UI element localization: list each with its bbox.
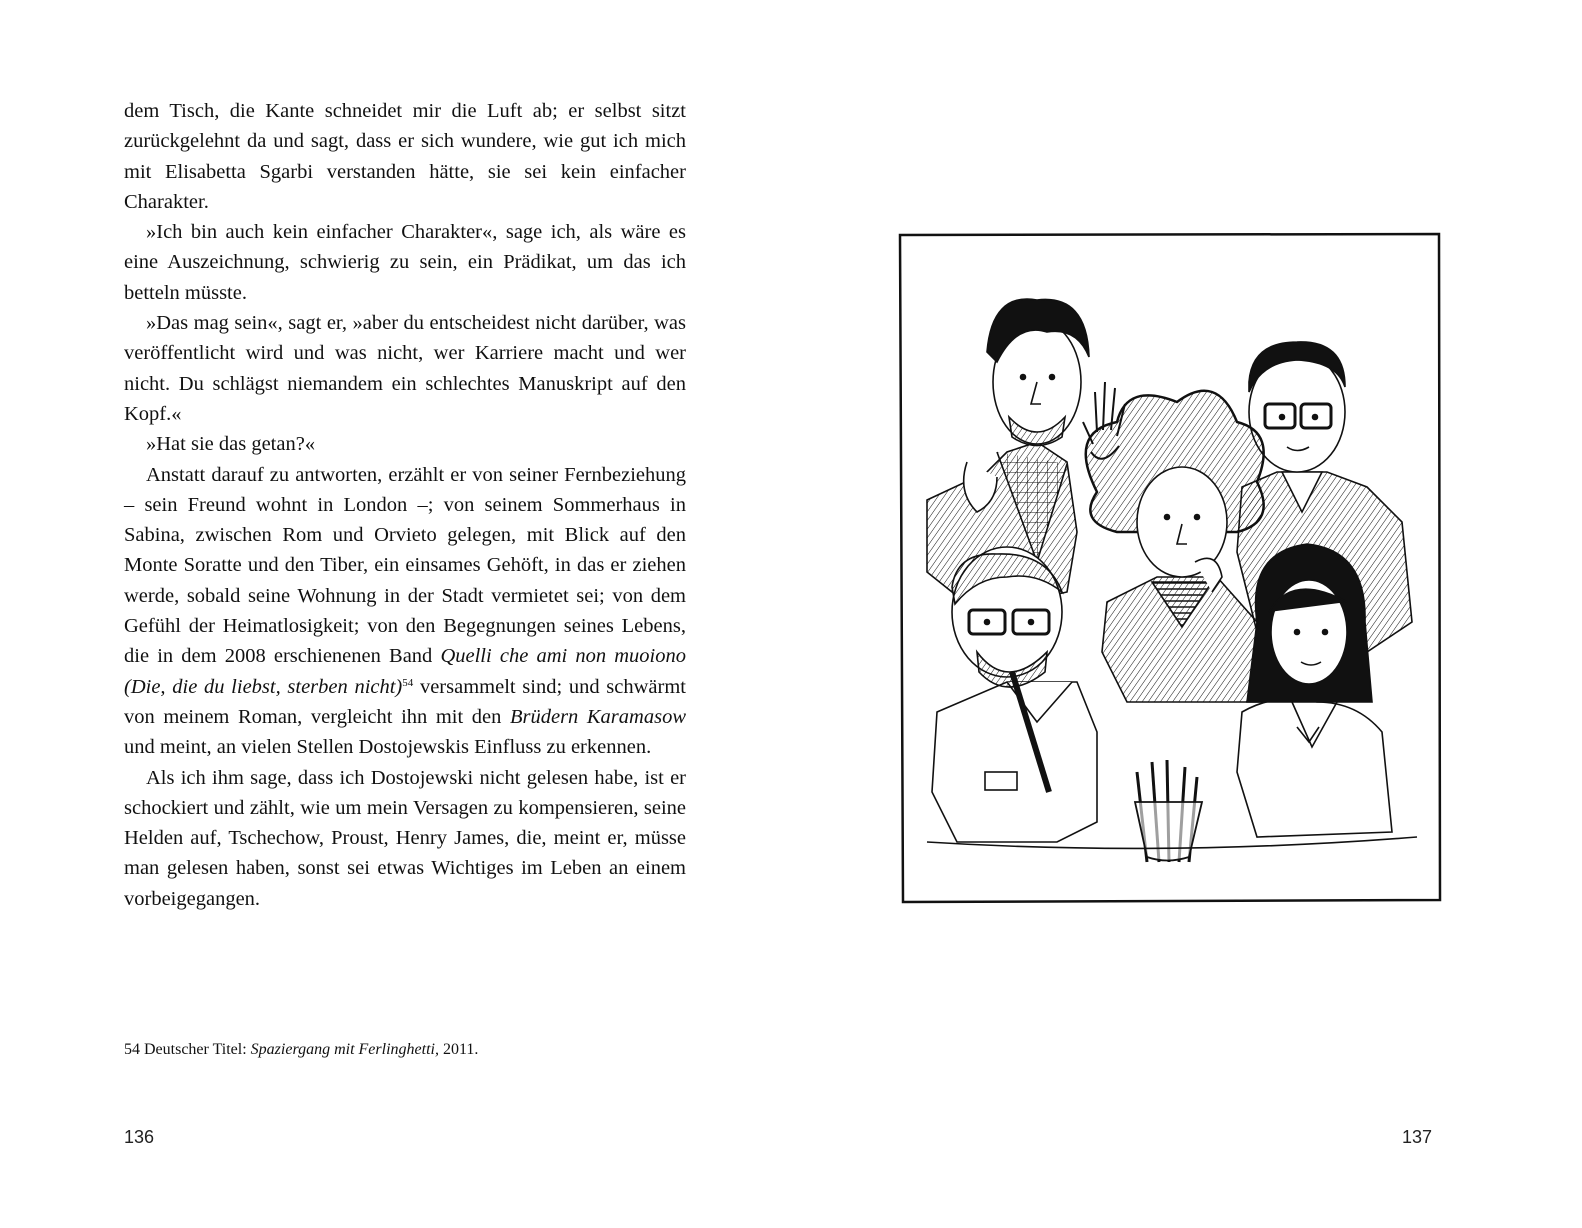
paragraph-2: »Ich bin auch kein einfacher Charakter«, sage ich, als wäre es eine Auszeichnung, schwierig zu sein, ein Prädikat, um das ich betteln müsste. [124, 221, 686, 304]
paragraph-5 [124, 460, 686, 763]
paragraph-4: »Hat sie das getan?« [146, 433, 316, 456]
paragraph-5-middle: versammelt sind; und schwärmt von meinem Roman, vergleicht ihn mit den [124, 675, 686, 728]
page-number-left: 136 [124, 1127, 155, 1147]
paragraph-3: »Das mag sein«, sagt er, »aber du entscheidest nicht darüber, was veröffentlicht wird und was nicht, wer Karriere macht und wer nicht. Du schlägst niemandem ein schlechtes Manuskript auf den Kopf.« [124, 312, 686, 425]
footnote-ref[interactable]: 54 [402, 676, 414, 689]
page-number-right: 137 [1401, 1127, 1432, 1147]
illustration-five-people-icon [897, 232, 1443, 904]
footnote-year: 2011. [442, 1041, 479, 1058]
main-text [124, 96, 686, 914]
breadstick-glass [1135, 760, 1202, 862]
paragraph-5-end: und meint, an vielen Stellen Dostojewskis Einfluss zu erkennen. [124, 736, 652, 759]
person-bottom-left [932, 547, 1097, 842]
footnote [124, 1039, 724, 1061]
paragraph-1: dem Tisch, die Kante schneidet mir die Luft ab; er selbst sitzt zurückgelehnt da und sagt, dass er sich wundere, wie gut ich mich mit Elisabetta Sgarbi verstanden hätte, sie sei kein einfacher Charakter. [124, 100, 686, 213]
book-title: Quelli che ami non muoiono (Die, die du liebst, sterben nicht) [124, 645, 686, 698]
footnote-title: Spaziergang mit Ferlinghetti, [250, 1041, 439, 1058]
paragraph-5-start: Anstatt darauf zu antworten, erzählt er von seiner Fernbeziehung – sein Freund wohnt in London –; von seinem Sommerhaus in Sabina, zwischen Rom und Orvieto gelegen, mit Blick auf den Monte Soratte und den Tiber, ein einsames Gehöft, in das er ziehen werde, sobald seine Wohnung in der Stadt vermietet sei; von dem Gefühl der Heimatlosigkeit; von den Begegnungen seines Lebens, die in dem 2008 erschienenen Band [124, 463, 686, 668]
footnote-label: Deutscher Titel: [144, 1041, 247, 1058]
footnote-number: 54 [124, 1041, 140, 1058]
right-page [791, 0, 1582, 1228]
paragraph-6: Als ich ihm sage, dass ich Dostojewski nicht gelesen habe, ist er schockiert und zählt, wie um mein Versagen zu kompensieren, seine Helden auf, Tschechow, Proust, Henry James, die, meint er, müsse man gelesen haben, sonst sei etwas Wichtiges im Leben an einem vorbeigegangen. [124, 766, 686, 910]
novel-title: Brüdern Karamasow [509, 705, 686, 728]
